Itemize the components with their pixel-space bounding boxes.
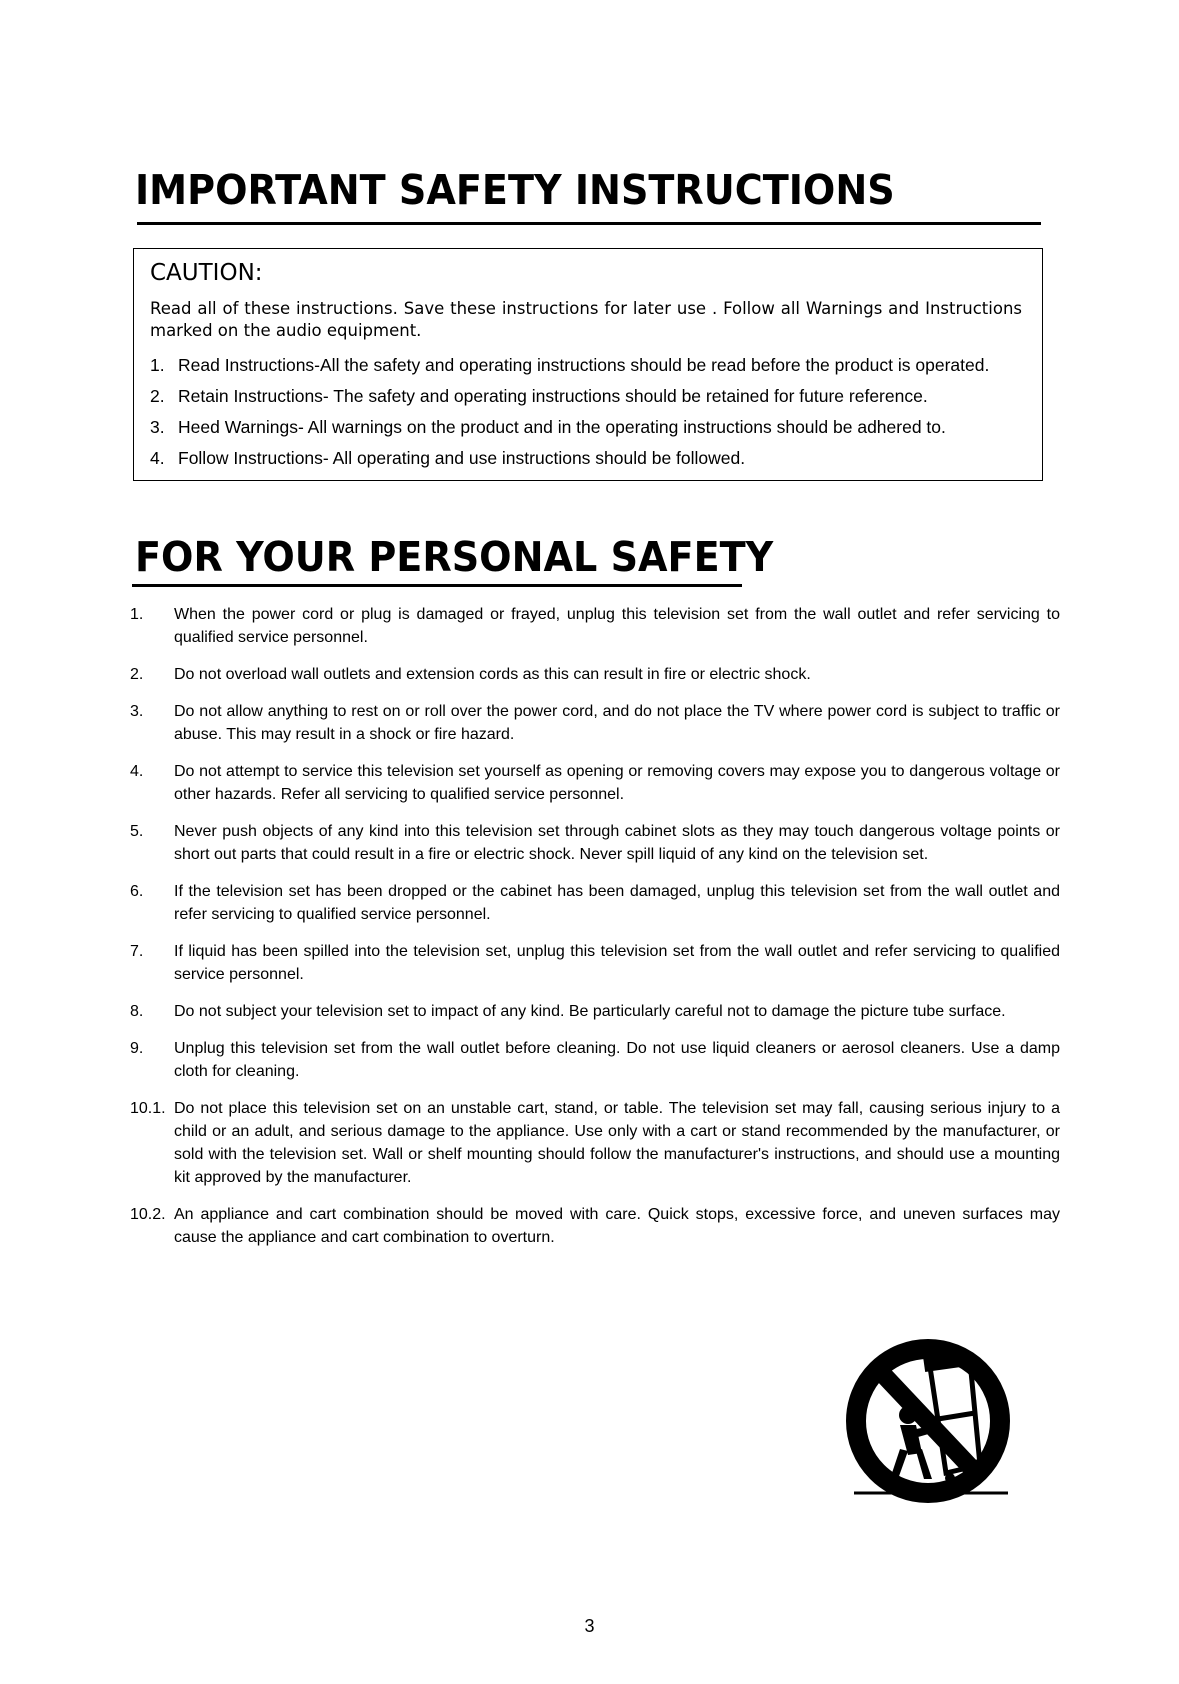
caution-item-text: Follow Instructions- All operating and use instructions should be followed. bbox=[178, 448, 746, 468]
list-item-number: 9. bbox=[130, 1040, 144, 1057]
list-item bbox=[130, 880, 1060, 926]
list-item-number: 7. bbox=[130, 943, 144, 960]
caution-item-number: 2. bbox=[150, 386, 165, 406]
list-item-number: 10.2. bbox=[130, 1206, 166, 1223]
heading-underline bbox=[137, 222, 1041, 225]
list-item-number: 6. bbox=[130, 883, 144, 900]
page-number: 3 bbox=[584, 1616, 595, 1636]
list-item-text: Do not place this television set on an unstable cart, stand, or table. The television set may fall, causing serious injury to a child or an adult, and serious damage to the appliance. Use only with a cart or stand recommended by the manufacturer, or sold with the television set. Wall or shelf mounting should follow the manufacturer's instructions, and should use a mounting kit approved by the manufacturer. bbox=[174, 1100, 1060, 1186]
list-item bbox=[130, 1097, 1060, 1189]
heading-underline bbox=[132, 584, 742, 587]
list-item-text: Unplug this television set from the wall outlet before cleaning. Do not use liquid cleaners or aerosol cleaners. Use a damp cloth for cleaning. bbox=[174, 1040, 1060, 1080]
important-safety-heading: IMPORTANT SAFETY INSTRUCTIONS bbox=[135, 166, 895, 214]
list-item bbox=[130, 603, 1060, 649]
caution-item-number: 1. bbox=[150, 355, 165, 375]
caution-item bbox=[150, 414, 1030, 445]
list-item-text: An appliance and cart combination should be moved with care. Quick stops, excessive force, and uneven surfaces may cause the appliance and cart combination to overturn. bbox=[174, 1206, 1060, 1246]
caution-item-text: Read Instructions-All the safety and operating instructions should be read before the product is operated. bbox=[178, 355, 990, 375]
caution-title: CAUTION: bbox=[150, 260, 263, 286]
caution-item-number: 4. bbox=[150, 448, 165, 468]
list-item-number: 4. bbox=[130, 763, 144, 780]
caution-item-text: Heed Warnings- All warnings on the product and in the operating instructions should be adhered to. bbox=[178, 417, 946, 437]
list-item bbox=[130, 700, 1060, 746]
list-item-text: Do not overload wall outlets and extension cords as this can result in fire or electric shock. bbox=[174, 666, 811, 683]
caution-list bbox=[150, 352, 1030, 476]
caution-item bbox=[150, 352, 1030, 383]
caution-item bbox=[150, 445, 1030, 476]
personal-safety-heading: FOR YOUR PERSONAL SAFETY bbox=[135, 533, 774, 581]
caution-item bbox=[150, 383, 1030, 414]
list-item bbox=[130, 940, 1060, 986]
list-item bbox=[130, 1203, 1060, 1249]
cart-tip-over-warning-icon bbox=[838, 1333, 1010, 1503]
list-item bbox=[130, 820, 1060, 866]
list-item-text: If liquid has been spilled into the television set, unplug this television set from the wall outlet and refer servicing to qualified service personnel. bbox=[174, 943, 1060, 983]
list-item-text: Do not attempt to service this television set yourself as opening or removing covers may expose you to dangerous voltage or other hazards. Refer all servicing to qualified service personnel. bbox=[174, 763, 1060, 803]
list-item-number: 3. bbox=[130, 703, 144, 720]
caution-intro: Read all of these instructions. Save these instructions for later use . Follow all Warnings and Instructions marked on the audio equipment. bbox=[150, 299, 1022, 340]
list-item bbox=[130, 1037, 1060, 1083]
list-item-number: 8. bbox=[130, 1003, 144, 1020]
list-item-text: Do not allow anything to rest on or roll over the power cord, and do not place the TV where power cord is subject to traffic or abuse. This may result in a shock or fire hazard. bbox=[174, 703, 1060, 743]
list-item bbox=[130, 760, 1060, 806]
list-item bbox=[130, 1000, 1060, 1023]
list-item-number: 2. bbox=[130, 666, 144, 683]
caution-item-text: Retain Instructions- The safety and operating instructions should be retained for future reference. bbox=[178, 386, 928, 406]
list-item-text: Never push objects of any kind into this television set through cabinet slots as they may touch dangerous voltage points or short out parts that could result in a fire or electric shock. Never spill liquid of any kind on the television set. bbox=[174, 823, 1060, 863]
list-item-number: 1. bbox=[130, 606, 144, 623]
caution-item-number: 3. bbox=[150, 417, 165, 437]
list-item-number: 5. bbox=[130, 823, 144, 840]
list-item-text: If the television set has been dropped or the cabinet has been damaged, unplug this television set from the wall outlet and refer servicing to qualified service personnel. bbox=[174, 883, 1060, 923]
list-item bbox=[130, 663, 1060, 686]
safety-list bbox=[130, 603, 1060, 1263]
list-item-number: 10.1. bbox=[130, 1100, 166, 1117]
list-item-text: When the power cord or plug is damaged or frayed, unplug this television set from the wall outlet and refer servicing to qualified service personnel. bbox=[174, 606, 1060, 646]
list-item-text: Do not subject your television set to impact of any kind. Be particularly careful not to damage the picture tube surface. bbox=[174, 1003, 1006, 1020]
